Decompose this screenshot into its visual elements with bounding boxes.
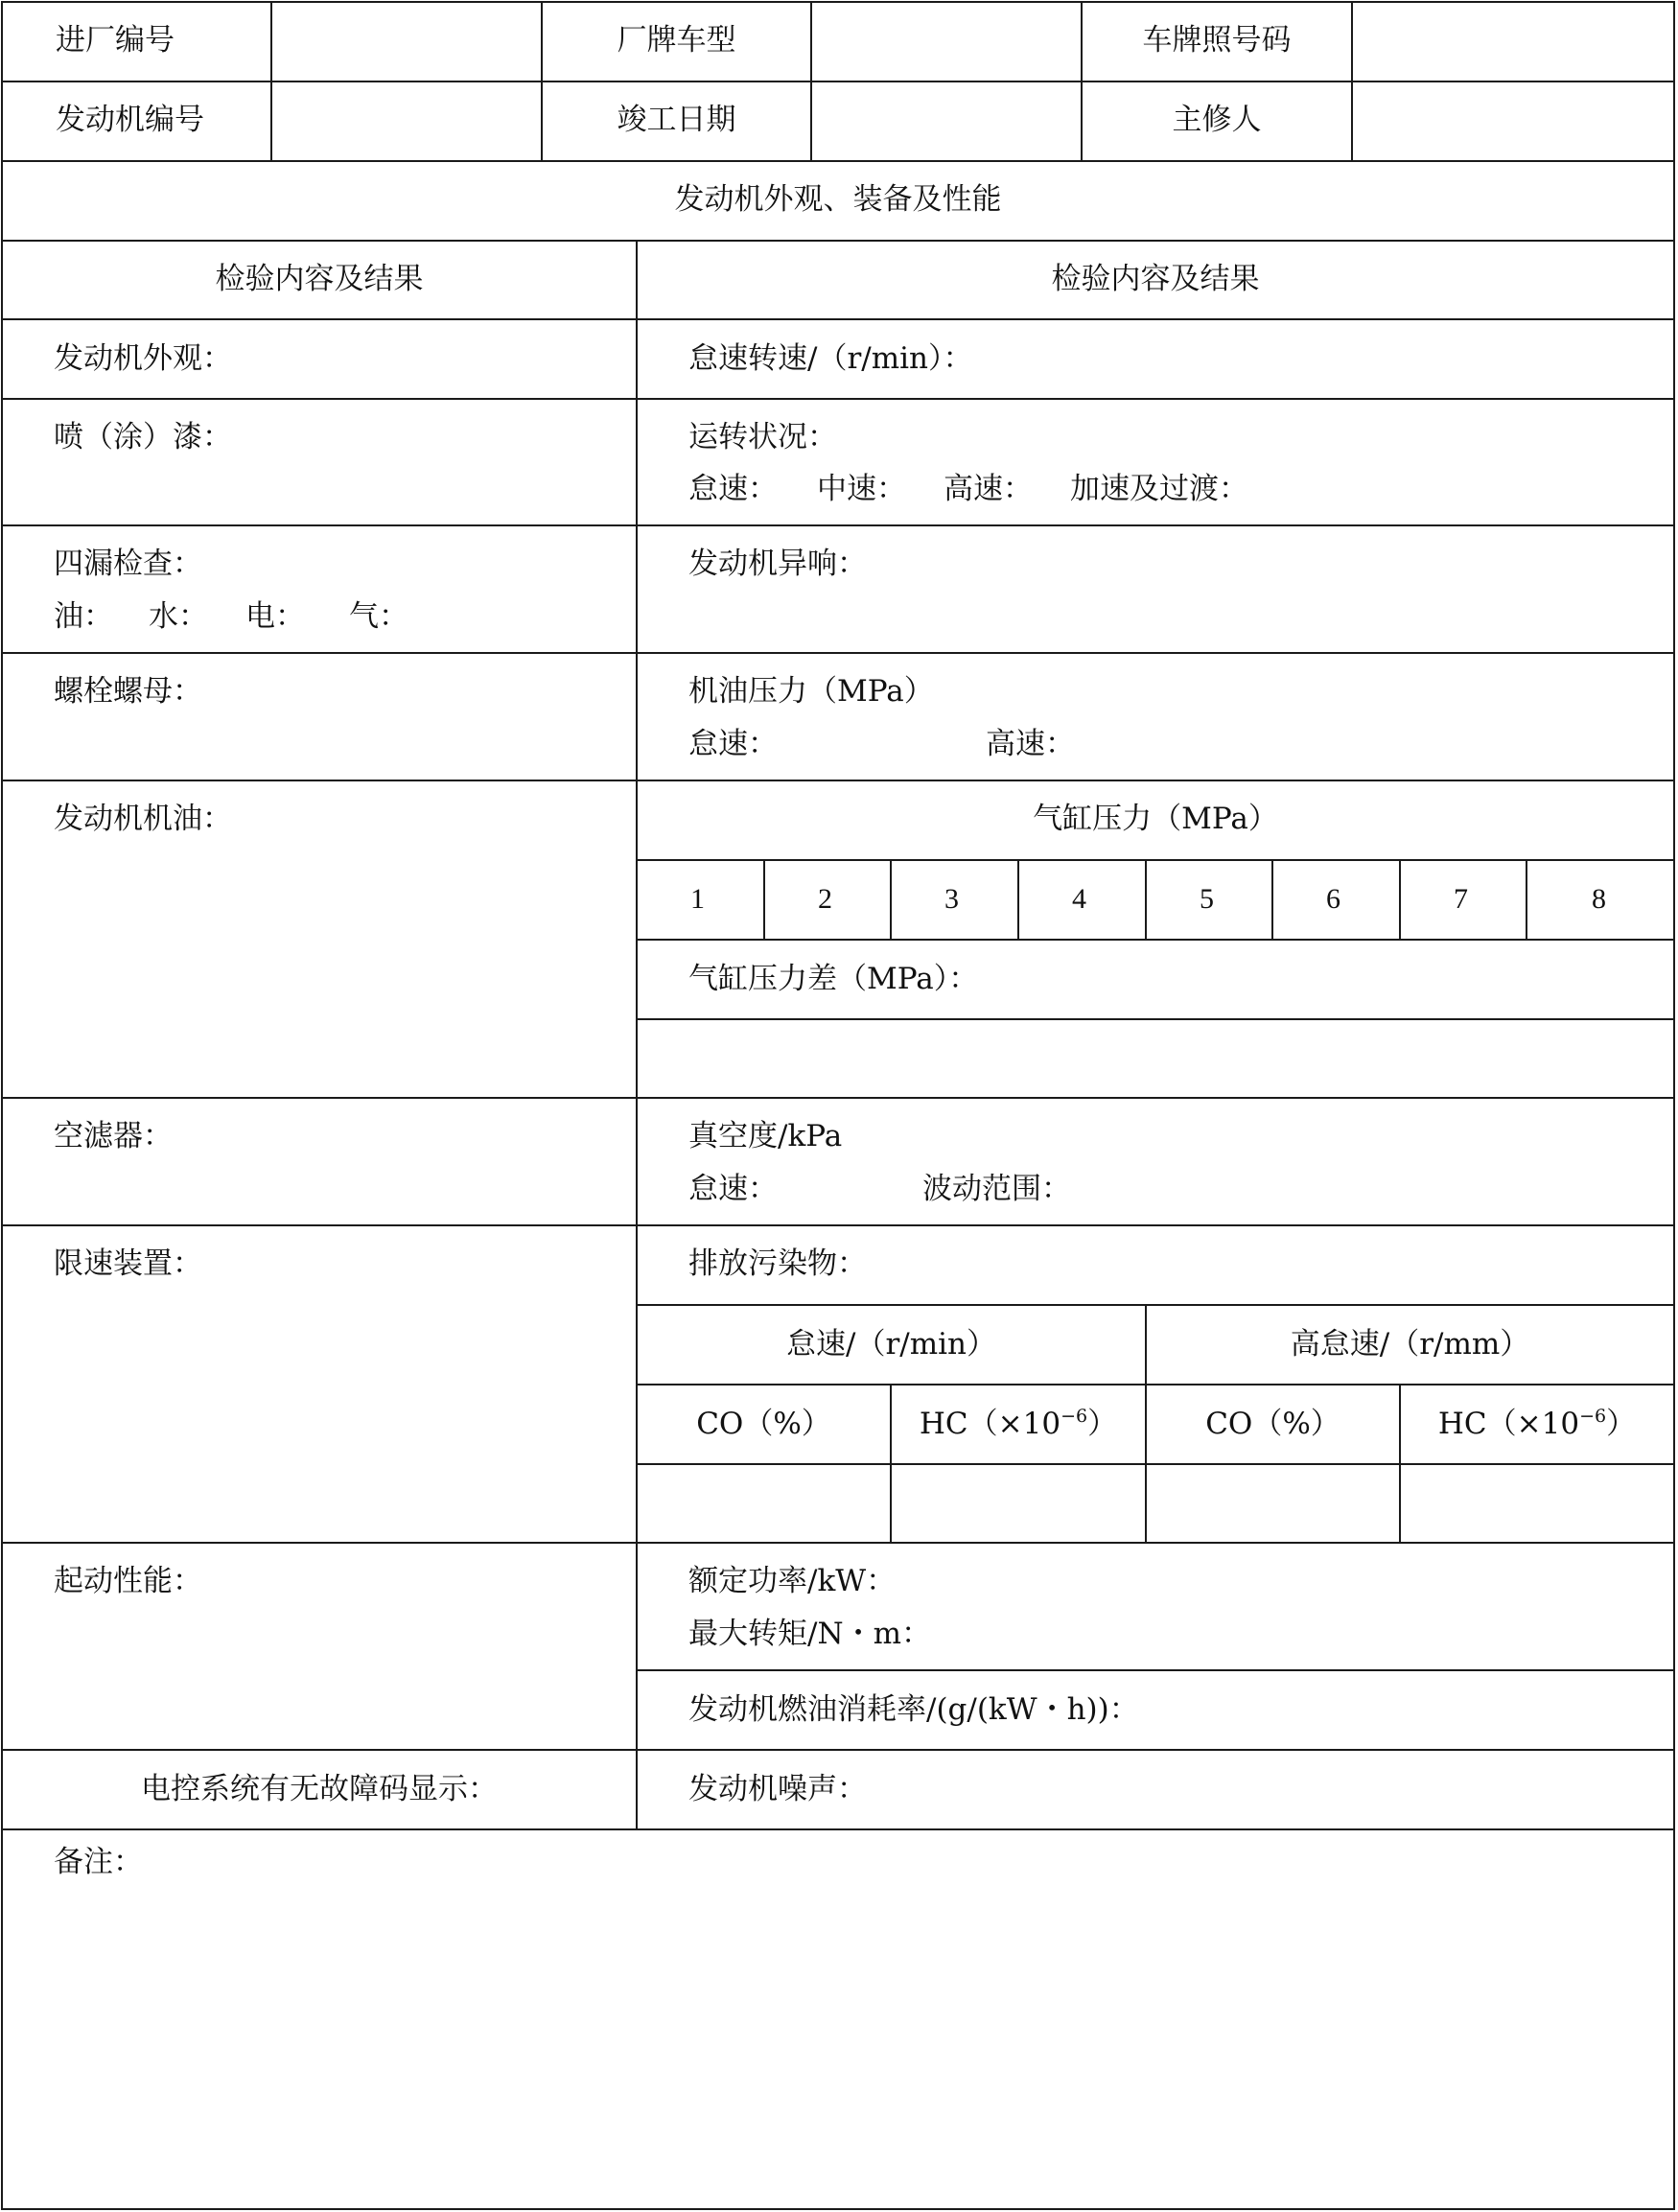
cylinder-number: 7 <box>1454 883 1468 915</box>
intake-no-label: 进厂编号 <box>56 23 175 58</box>
hc-close: ） <box>1606 1407 1637 1441</box>
abnormal-noise-label: 发动机异响： <box>688 547 867 581</box>
co-header-high-idle: CO（%） <box>1205 1407 1340 1441</box>
leak-water-label: 水： <box>149 599 208 634</box>
leak-oil-label: 油： <box>54 599 113 634</box>
section-title: 发动机外观、装备及性能 <box>674 182 1002 217</box>
chief-mechanic-label: 主修人 <box>1172 103 1262 137</box>
max-torque-label: 最大转矩/N・m： <box>688 1617 931 1651</box>
starting-label: 起动性能： <box>54 1564 202 1598</box>
vac-range-label: 波动范围： <box>922 1172 1071 1206</box>
hc-header-high-idle <box>1400 1405 1674 1443</box>
idle-speed-label: 怠速转速/（r/min）： <box>688 341 973 376</box>
engine-no-label: 发动机编号 <box>56 103 204 137</box>
bolts-nuts-label: 螺栓螺母： <box>54 674 202 709</box>
oil-idle-label: 怠速： <box>688 727 778 761</box>
cylinder-number: 2 <box>818 883 832 915</box>
cylinder-number: 4 <box>1072 883 1086 915</box>
running-status-label: 运转状况： <box>688 420 837 454</box>
oil-high-label: 高速： <box>986 727 1075 761</box>
engine-oil-label: 发动机机油： <box>54 802 232 836</box>
air-filter-label: 空滤器： <box>54 1119 173 1153</box>
hc-exponent: −6 <box>1579 1406 1607 1427</box>
brand-model-label: 厂牌车型 <box>617 23 736 58</box>
vacuum-label: 真空度/kPa <box>688 1119 843 1153</box>
appearance-label: 发动机外观： <box>54 341 232 376</box>
cylinder-diff-label: 气缸压力差（MPa）： <box>688 962 979 996</box>
engine-noise-label: 发动机噪声： <box>688 1772 867 1806</box>
rated-power-label: 额定功率/kW： <box>688 1564 897 1598</box>
speed-limiter-label: 限速装置： <box>54 1246 202 1281</box>
cylinder-number: 1 <box>690 883 705 915</box>
leak-gas-label: 气： <box>349 599 408 634</box>
cylinder-number: 3 <box>944 883 959 915</box>
left-column-header: 检验内容及结果 <box>215 262 424 296</box>
run-high-label: 高速： <box>944 472 1033 506</box>
remarks-label: 备注： <box>54 1845 143 1879</box>
emissions-label: 排放污染物： <box>688 1246 867 1281</box>
hc-label: HC（×10 <box>1437 1407 1580 1441</box>
run-accel-label: 加速及过渡： <box>1070 472 1248 506</box>
leak-check-label: 四漏检查： <box>54 547 202 581</box>
cylinder-number: 5 <box>1200 883 1214 915</box>
leak-electric-label: 电： <box>245 599 305 634</box>
oil-pressure-label: 机油压力（MPa） <box>688 674 934 709</box>
co-header-idle: CO（%） <box>696 1407 831 1441</box>
hc-exponent: −6 <box>1060 1406 1088 1427</box>
hc-label: HC（×10 <box>919 1407 1061 1441</box>
paint-label: 喷（涂）漆： <box>54 420 232 454</box>
cylinder-pressure-label: 气缸压力（MPa） <box>1033 802 1278 836</box>
right-column-header: 检验内容及结果 <box>1051 262 1260 296</box>
hc-close: ） <box>1087 1407 1118 1441</box>
cylinder-number: 6 <box>1326 883 1340 915</box>
hc-header-idle <box>891 1405 1146 1443</box>
emissions-idle-header: 怠速/（r/min） <box>786 1327 996 1362</box>
emissions-high-idle-header: 高怠速/（r/mm） <box>1290 1327 1530 1362</box>
fuel-consumption-label: 发动机燃油消耗率/(g/(kW・h))： <box>688 1692 1139 1727</box>
cylinder-number: 8 <box>1592 883 1606 915</box>
ecu-fault-codes-label: 电控系统有无故障码显示： <box>141 1772 498 1806</box>
completion-date-label: 竣工日期 <box>617 103 736 137</box>
vac-idle-label: 怠速： <box>688 1172 778 1206</box>
plate-no-label: 车牌照号码 <box>1142 23 1292 58</box>
run-idle-label: 怠速： <box>688 472 778 506</box>
run-mid-label: 中速： <box>817 472 906 506</box>
form-border <box>2 2 1674 2209</box>
